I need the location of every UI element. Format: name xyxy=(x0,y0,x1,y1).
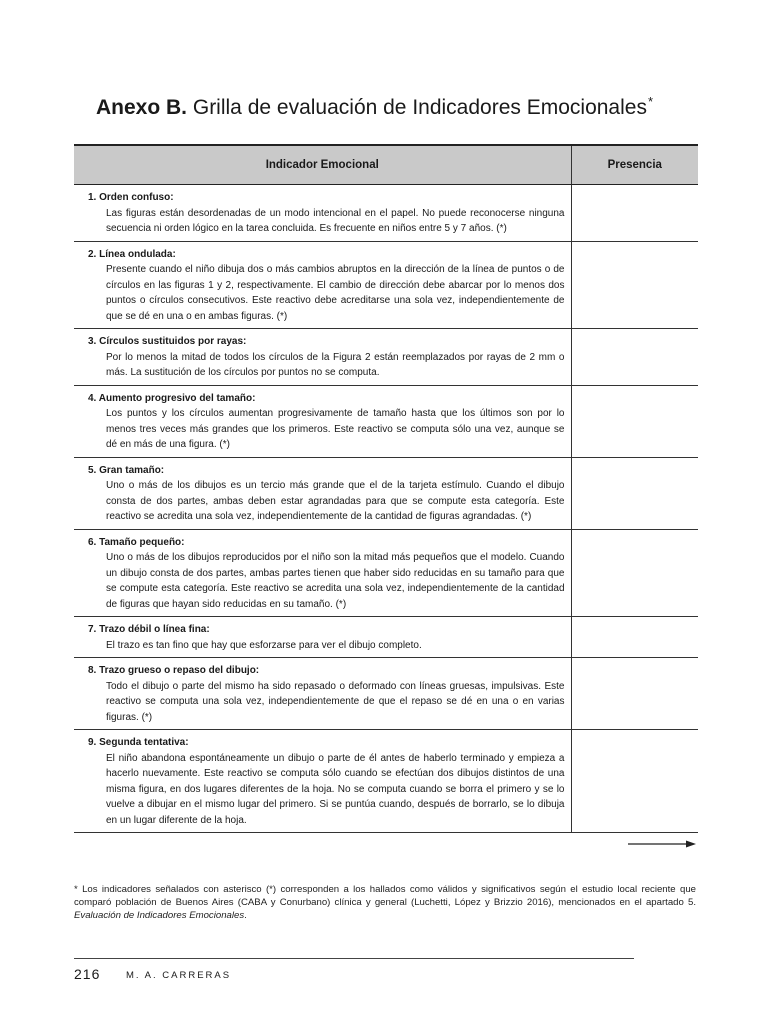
footnote xyxy=(74,883,696,922)
indicator-title: 1. Orden confuso: xyxy=(88,192,174,203)
footnote-text: * Los indicadores señalados con asterisco (*) corresponden a los hallados como válidos y significativos según el estudio local reciente que comparó población de Buenos Aires (CABA y Conurbano) clínica y general (Luchetti, López y Brizzio 2016), mencionados en el apartado 5. xyxy=(74,884,696,908)
indicator-description: Uno o más de los dibujos es un tercio más grande que el de la tarjeta estímulo. Cuando el dibujo consta de dos partes, ambas deben estar agrandadas para que se compute esta categoría. Este reactivo se acredita una sola vez, independientemente de la cantidad de figuras agrandadas. (*) xyxy=(106,480,565,522)
indicator-description: Las figuras están desordenadas de un modo intencional en el papel. No puede reconocerse ninguna secuencia ni orden lógico en la tarea concluida. Es frecuente en niños entre 5 y 7 años. (*) xyxy=(106,207,565,234)
table-row xyxy=(74,617,698,658)
presence-cell[interactable] xyxy=(571,241,698,329)
indicator-title: 8. Trazo grueso o repaso del dibujo: xyxy=(88,665,260,676)
presence-cell[interactable] xyxy=(571,185,698,242)
indicator-title: 7. Trazo débil o línea fina: xyxy=(88,624,210,635)
presence-cell[interactable] xyxy=(571,329,698,386)
presence-cell[interactable] xyxy=(571,617,698,658)
footnote-reference: Evaluación de Indicadores Emocionales xyxy=(74,910,245,921)
indicator-title: 9. Segunda tentativa: xyxy=(88,737,189,748)
table-row xyxy=(74,385,698,457)
title-asterisk: * xyxy=(647,94,654,109)
indicator-description: El trazo es tan fino que hay que esforzarse para ver el dibujo completo. xyxy=(106,639,422,651)
page-number: 216 xyxy=(74,966,101,982)
page-title xyxy=(96,88,716,122)
running-author: M. A. CARRERAS xyxy=(126,970,232,981)
presence-cell[interactable] xyxy=(571,730,698,833)
indicator-title: 5. Gran tamaño: xyxy=(88,464,165,476)
table-row xyxy=(74,529,698,617)
annex-label: Anexo B. xyxy=(96,96,188,119)
table-row xyxy=(74,185,698,242)
indicator-title: 4. Aumento progresivo del tamaño: xyxy=(88,392,256,404)
indicator-title: 6. Tamaño pequeño: xyxy=(88,536,185,548)
presence-cell[interactable] xyxy=(571,529,698,617)
presence-cell[interactable] xyxy=(571,385,698,457)
annex-title: Grilla de evaluación de Indicadores Emocionales xyxy=(192,96,647,119)
continue-arrow-icon xyxy=(628,837,696,851)
presence-cell[interactable] xyxy=(571,457,698,529)
footnote-end: . xyxy=(244,910,247,921)
indicator-description: Todo el dibujo o parte del mismo ha sido repasado o deformado con líneas gruesas, impulsivas. Este reactivo se computa una sola vez, independientemente de que el repaso se dé en una o en varias figuras. (*) xyxy=(106,680,565,723)
table-row xyxy=(74,730,698,833)
header-presence: Presencia xyxy=(571,145,698,185)
indicator-description: Presente cuando el niño dibuja dos o más cambios abruptos en la dirección de la línea de puntos o de círculos en las figuras 1 y 2, respectivamente. El cambio de dirección debe abarcar por lo menos dos puntos o círculos consecutivos. Este reactivo debe acreditarse una sola vez, independientemente de que se dé en una o en ambas figuras. (*) xyxy=(106,264,565,322)
table-header-row xyxy=(74,145,698,185)
table-row xyxy=(74,329,698,386)
indicator-title: 2. Línea ondulada: xyxy=(88,248,176,260)
header-indicator: Indicador Emocional xyxy=(74,145,571,185)
presence-cell[interactable] xyxy=(571,658,698,730)
indicators-table xyxy=(74,144,698,833)
indicator-title: 3. Círculos sustituidos por rayas: xyxy=(88,336,247,347)
indicator-description: Los puntos y los círculos aumentan progresivamente de tamaño hasta que los últimos son por lo menos tres veces más grandes que los primeros. Este reactivo se computa sólo una vez, aunque se dé en más de una figura. (*) xyxy=(106,408,565,450)
table-row xyxy=(74,658,698,730)
footer-divider xyxy=(74,958,634,959)
indicator-description: Por lo menos la mitad de todos los círculos de la Figura 2 están reemplazados por rayas de 2 mm o más. La sustitución de los círculos por puntos no se computa. xyxy=(106,351,565,378)
table-row xyxy=(74,457,698,529)
indicator-description: El niño abandona espontáneamente un dibujo o parte de él antes de haberlo terminado y empieza a hacerlo nuevamente. Este reactivo se computa sólo cuando se efectúan dos dibujos distintos de una misma figura, en dos lugares diferentes de la hoja. No se computa cuando se borra el primero y se lo vuelve a dibujar en el mismo lugar del primero. Si se puntúa cuando, después de borrarlo, se lo dibuja en un lugar diferente de la hoja. xyxy=(106,752,565,826)
indicator-description: Uno o más de los dibujos reproducidos por el niño son la mitad más pequeños que el modelo. Cuando un dibujo consta de dos partes, ambas partes tienen que haber sido reducidas en su tamaño para que se compute esta categoría. Este reactivo se acredita una sola vez, independientemente de la cantidad de figuras que hayan sido reducidas en su tamaño. (*) xyxy=(106,552,565,610)
table-row xyxy=(74,241,698,329)
